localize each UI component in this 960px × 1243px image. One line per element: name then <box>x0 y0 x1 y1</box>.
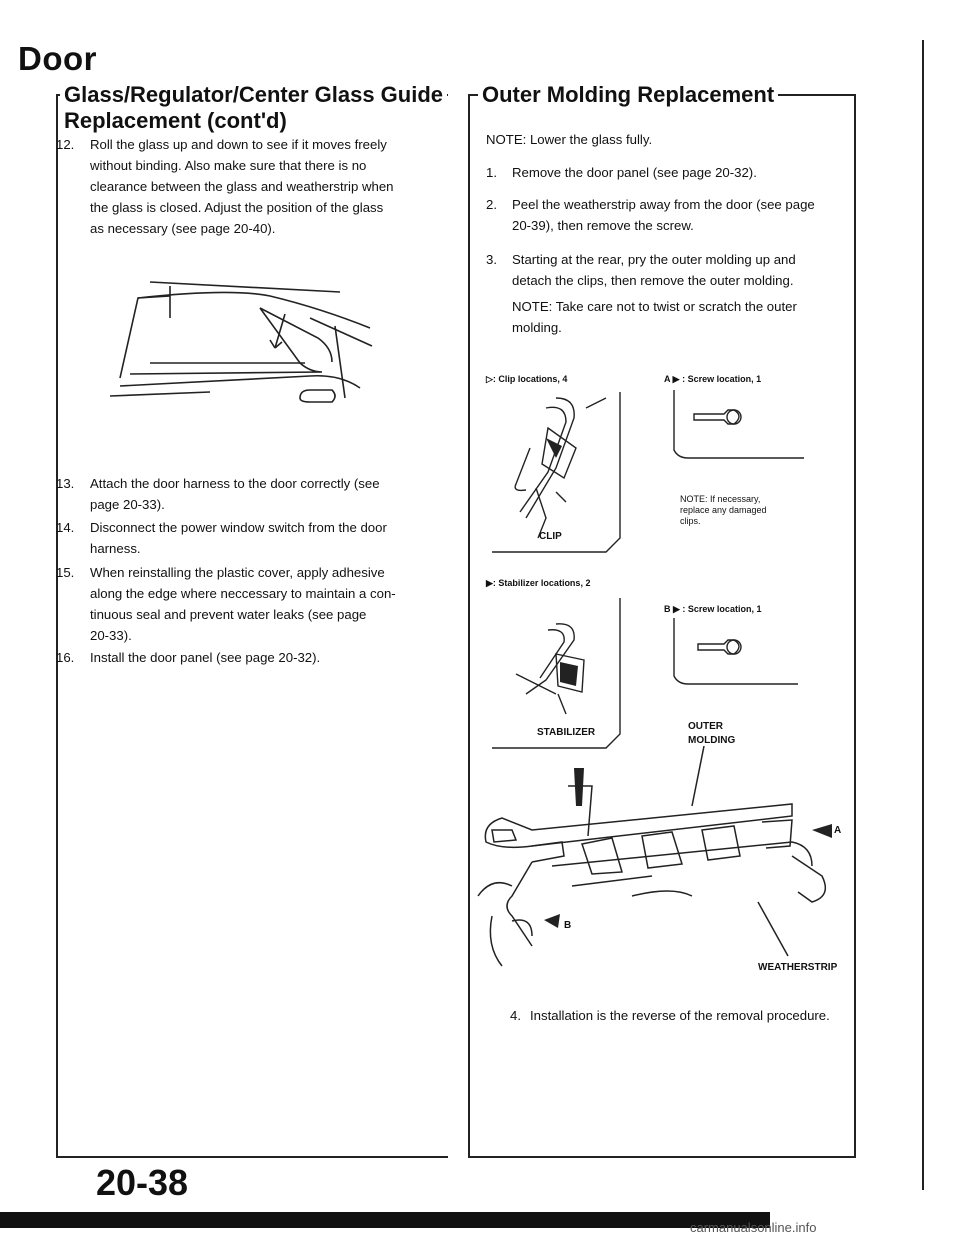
page-number: 20-38 <box>96 1162 189 1203</box>
screw-a-detail-drawing <box>664 390 824 470</box>
legend-screw-b: B ▶ : Screw location, 1 <box>664 604 762 614</box>
legend-screw-a: A ▶ : Screw location, 1 <box>664 374 762 384</box>
page-title: Door <box>18 40 97 77</box>
label-clip: CLIP <box>539 531 562 542</box>
page-edge-rule <box>922 40 924 1190</box>
outer-molding-assembly-drawing <box>472 746 852 976</box>
footer-black-bar <box>0 1212 770 1228</box>
right-frame-top-line <box>770 94 854 96</box>
footer-url: carmanualsonline.info <box>690 1220 817 1235</box>
legend-stabilizer-locations: ▶: Stabilizer locations, 2 <box>486 578 591 588</box>
label-outer: OUTER <box>688 721 723 732</box>
legend-clip-locations: ▷: Clip locations, 4 <box>486 374 568 384</box>
door-glass-illustration <box>110 268 380 418</box>
right-step-3-note: NOTE: Take care not to twist or scratch the outer molding. <box>512 299 797 335</box>
left-section-title: Glass/Regulator/Center Glass Guide <box>60 82 447 108</box>
right-section-title: Outer Molding Replacement <box>478 82 778 108</box>
label-b-pointer: B <box>564 920 572 931</box>
label-weatherstrip: WEATHERSTRIP <box>758 962 838 973</box>
label-molding: MOLDING <box>688 735 736 746</box>
clip-detail-drawing <box>486 388 656 558</box>
left-section-subtitle: Replacement (cont'd) <box>60 108 291 134</box>
note-replace-clips: NOTE: If necessary, replace any damaged clips. <box>680 494 767 526</box>
label-a-pointer: A <box>834 825 842 836</box>
screw-b-detail-drawing <box>664 618 824 698</box>
label-stabilizer: STABILIZER <box>537 727 596 738</box>
right-note-lower-glass: NOTE: Lower the glass fully. <box>486 132 653 147</box>
